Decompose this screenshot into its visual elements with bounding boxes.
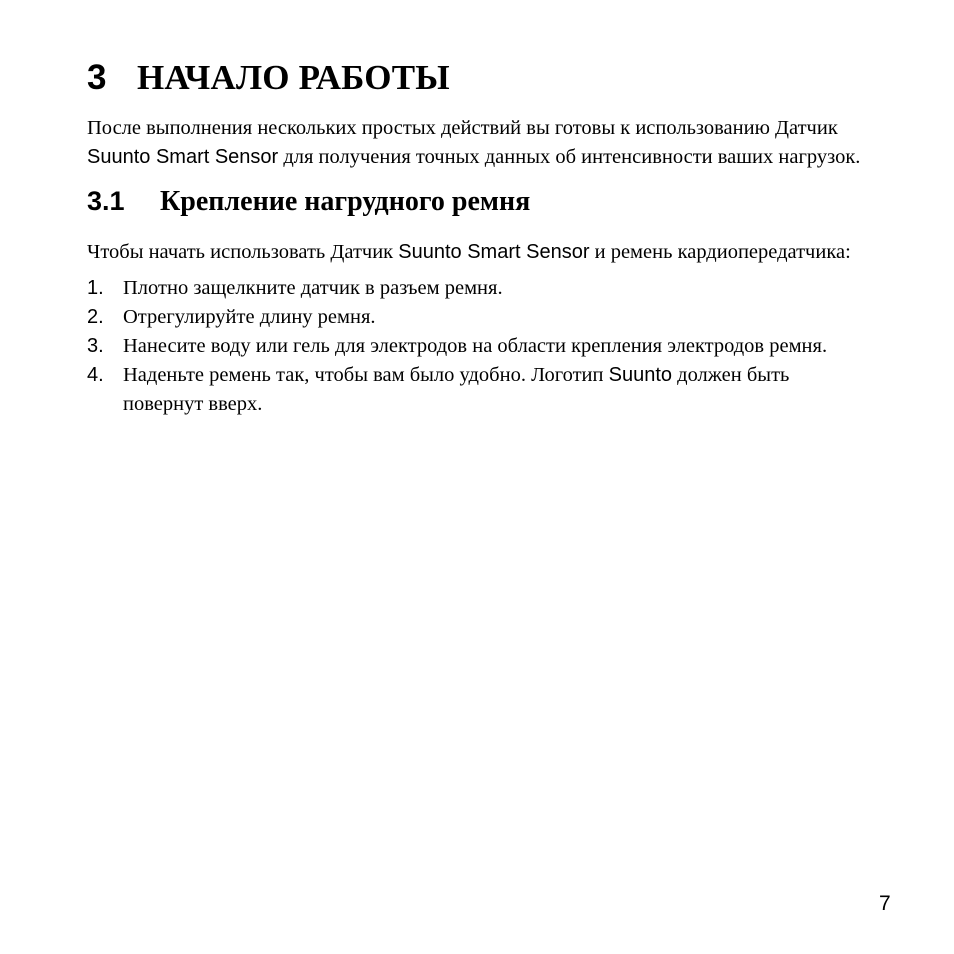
step-text: Отрегулируйте длину ремня. — [123, 306, 376, 328]
manual-page — [87, 58, 867, 419]
steps-list — [87, 274, 867, 419]
step-number: 4. — [87, 364, 104, 386]
list-item — [87, 303, 867, 332]
chapter-title: НАЧАЛО РАБОТЫ — [137, 58, 450, 97]
step-number: 2. — [87, 306, 104, 328]
lead-product-name: Suunto Smart Sensor — [398, 241, 590, 263]
section-heading — [87, 186, 867, 218]
intro-text-start: После выполнения нескольких простых действий вы готовы к использованию Датчик — [87, 117, 838, 139]
intro-product-name: Suunto Smart Sensor — [87, 146, 279, 168]
chapter-number: 3 — [87, 58, 107, 97]
chapter-heading — [87, 58, 867, 104]
step-number: 1. — [87, 277, 104, 299]
intro-text-end: для получения точных данных об интенсивности ваших нагрузок. — [278, 146, 861, 168]
step-text: Плотно защелкните датчик в разъем ремня. — [123, 277, 503, 299]
list-item — [87, 332, 867, 361]
step-text-container — [123, 361, 867, 419]
step-text-end: должен быть повернут вверх. — [123, 364, 790, 415]
lead-paragraph — [87, 238, 867, 267]
section-title: Крепление нагрудного ремня — [160, 186, 531, 217]
section-number: 3.1 — [87, 186, 125, 216]
lead-text-end: и ремень кардиопередатчика: — [589, 241, 851, 263]
step-number: 3. — [87, 335, 104, 357]
list-item — [87, 274, 867, 303]
page-number: 7 — [879, 892, 891, 915]
intro-paragraph — [87, 114, 867, 172]
list-item — [87, 361, 867, 419]
lead-text-start: Чтобы начать использовать Датчик — [87, 241, 399, 263]
step-text: Наденьте ремень так, чтобы вам было удобно. Логотип — [123, 364, 609, 386]
step-text: Нанесите воду или гель для электродов на области крепления электродов ремня. — [123, 335, 828, 357]
brand-name: Suunto — [608, 364, 673, 386]
